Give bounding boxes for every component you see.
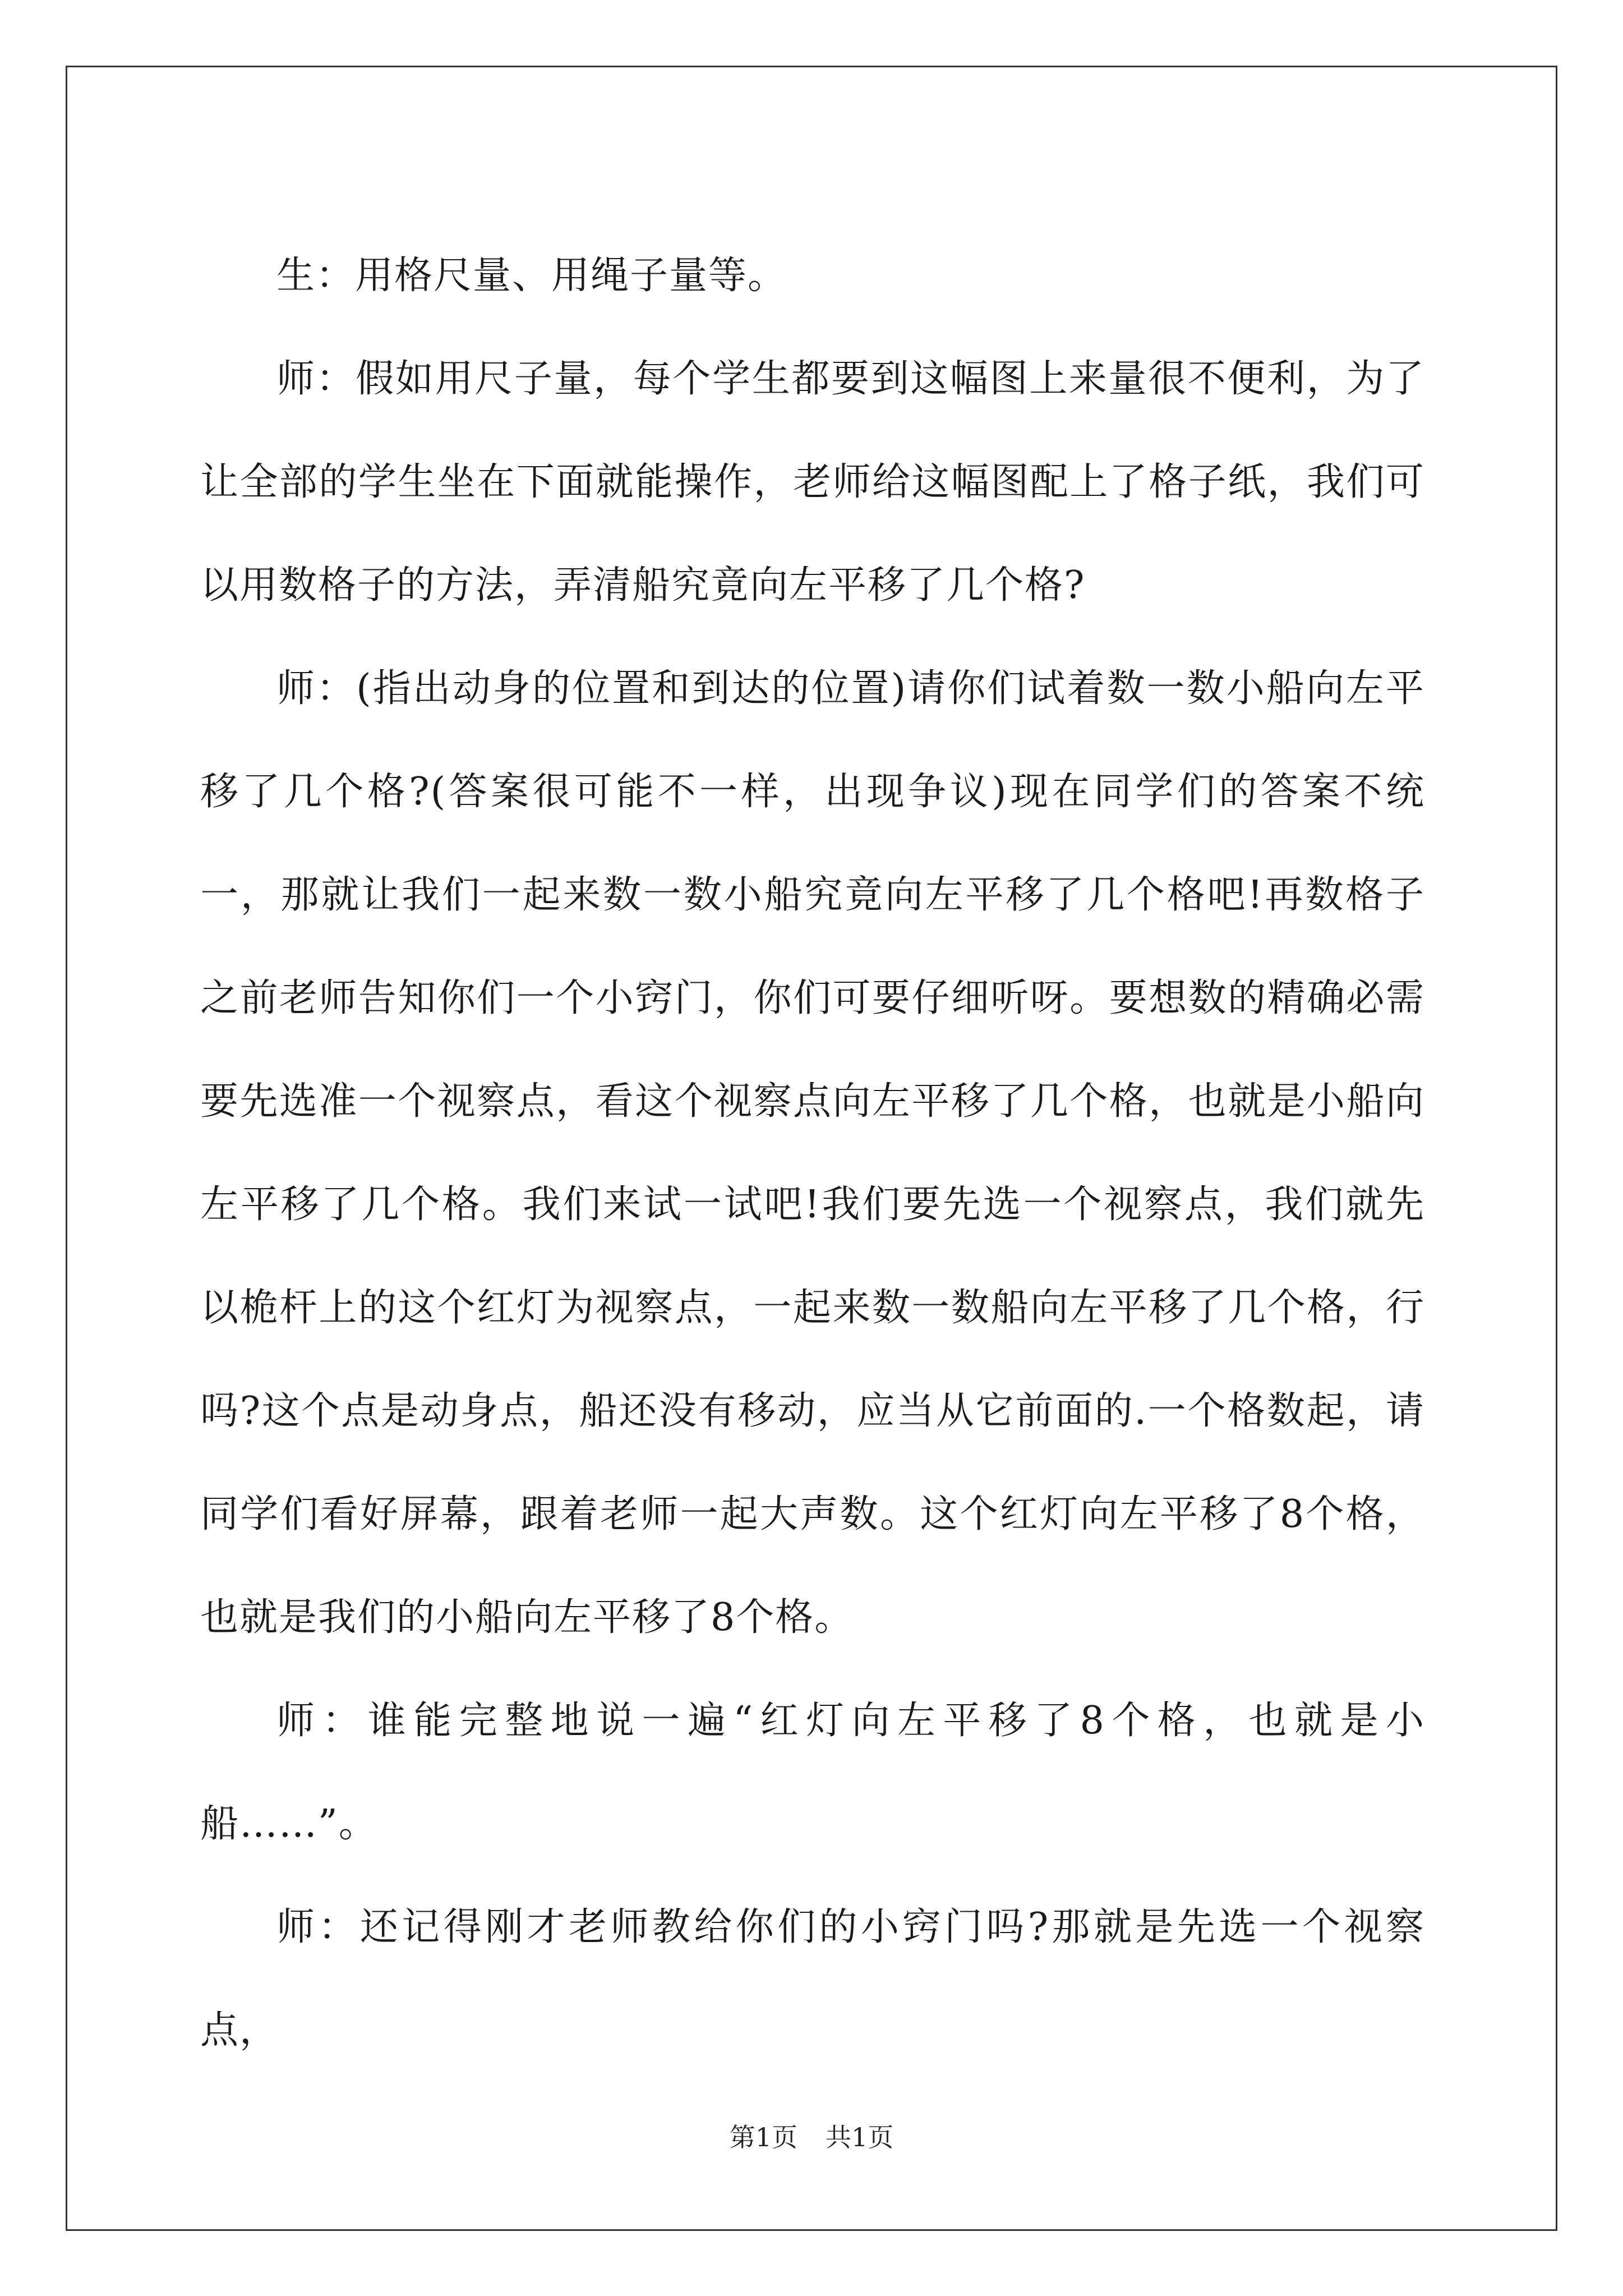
paragraph-1: 生：用格尺量、用绳子量等。: [276, 254, 787, 298]
paragraph-3: 师：(指出动身的位置和到达的位置)请你们试着数一数小船向左平移了几个格?(答案很可能不一样，出现争议)现在同学们的答案不统一，那就让我们一起来数一数小船究竟向左平移了几个格吧!再数格子之前老师告知你们一个小窍门，你们可要仔细听呀。要想数的精确必需要先选准一个视察点，看这个视察点向左平移了几个格，也就是小船向左平移了几个格。我们来试一试吧!我们要先选一个视察点，我们就先以桅杆上的这个红灯为视察点，一起来数一数船向左平移了几个格，行吗?这个点是动身点，船还没有移动，应当从它前面的.一个格数起，请同学们看好屏幕，跟着老师一起大声数。这个红灯向左平移了8个格，也就是我们的小船向左平移了8个格。: [200, 666, 1425, 1640]
page-footer: [0, 2120, 1623, 2154]
page-total: 共1页: [826, 2122, 894, 2152]
paragraph-5: 师：还记得刚才老师教给你们的小窍门吗?那就是先选一个视察点，: [200, 1905, 1425, 2053]
paragraph-2: 师：假如用尺子量，每个学生都要到这幅图上来量很不便利，为了让全部的学生坐在下面就能操作，老师给这幅图配上了格子纸，我们可以用数格子的方法，弄清船究竟向左平移了几个格?: [200, 357, 1425, 608]
paragraph-4: 师：谁能完整地说一遍“红灯向左平移了8个格，也就是小船……”。: [200, 1699, 1425, 1846]
document-body: [200, 224, 1425, 2082]
page-number: 第1页: [729, 2122, 797, 2152]
